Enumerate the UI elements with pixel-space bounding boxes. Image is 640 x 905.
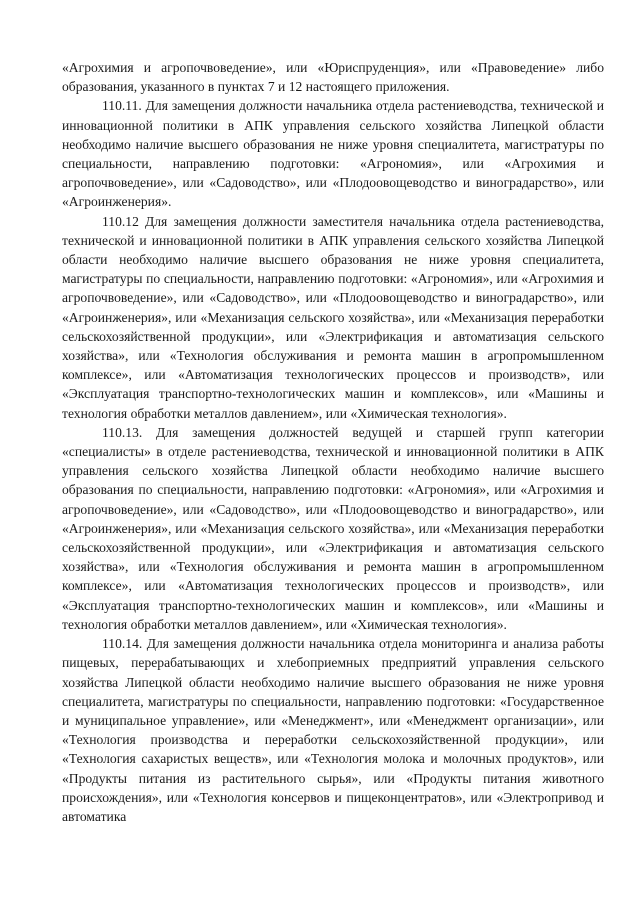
paragraph-110-12: 110.12 Для замещения должности заместителя начальника отдела растениеводства, технической и инновационной политики в АПК управления сельского хозяйства Липецкой области необходимо наличие высшего образования не ниже уровня специалитета, магистратуры по специальности, направлению подготовки: «Агрономия», или «Агрохимия и агропочвоведение», или «Садоводство», или «Плодоовощеводство и виноградарство», или «Агроинженерия», или «Механизация сельского хозяйства», или «Механизация переработки сельскохозяйственной продукции», или «Электрификация и автоматизация сельского хозяйства», или «Технология обслуживания и ремонта машин в агропромышленном комплексе», или «Автоматизация технологических процессов и производств», или «Эксплуатация транспортно-технологических машин и комплексов», или «Машины и технология обработки металлов давлением», или «Химическая технология». xyxy=(62,213,604,421)
document-page xyxy=(62,58,604,826)
paragraph-110-14: 110.14. Для замещения должности начальника отдела мониторинга и анализа работы пищевых, перерабатывающих и хлебоприемных предприятий управления сельского хозяйства Липецкой области необходимо наличие высшего образования не ниже уровня специалитета, магистратуры по специальности, направлению подготовки: «Государственное и муниципальное управление», или «Менеджмент», или «Менеджмент организации», или «Технология производства и переработки сельскохозяйственной продукции», или «Технология сахаристых веществ», или «Технология молока и молочных продуктов», или «Продукты питания из растительного сырья», или «Продукты питания животного происхождения», или «Технология консервов и пищеконцентратов», или «Электропривод и автоматика xyxy=(62,636,604,824)
paragraph-continuation: «Агрохимия и агропочвоведение», или «Юриспруденция», или «Правоведение» либо образования, указанного в пунктах 7 и 12 настоящего приложения. xyxy=(62,60,604,95)
paragraph-110-11: 110.11. Для замещения должности начальника отдела растениеводства, технической и инновационной политики в АПК управления сельского хозяйства Липецкой области необходимо наличие высшего образования не ниже уровня специалитета, магистратуры по специальности, направлению подготовки: «Агрономия», или «Агрохимия и агропочвоведение», или «Садоводство», или «Плодоовощеводство и виноградарство», или «Агроинженерия». xyxy=(62,98,604,210)
paragraph-110-13: 110.13. Для замещения должностей ведущей и старшей групп категории «специалисты» в отделе растениеводства, технической и инновационной политики в АПК управления сельского хозяйства Липецкой области необходимо наличие высшего образования по специальности, направлению подготовки: «Агрономия», или «Агрохимия и агропочвоведение», или «Садоводство», или «Плодоовощеводство и виноградарство», или «Агроинженерия», или «Механизация сельского хозяйства», или «Механизация переработки сельскохозяйственной продукции», или «Электрификация и автоматизация сельского хозяйства», или «Технология обслуживания и ремонта машин в агропромышленном комплексе», или «Автоматизация технологических процессов и производств», или «Эксплуатация транспортно-технологических машин и комплексов», или «Машины и технология обработки металлов давлением», или «Химическая технология». xyxy=(62,424,604,632)
